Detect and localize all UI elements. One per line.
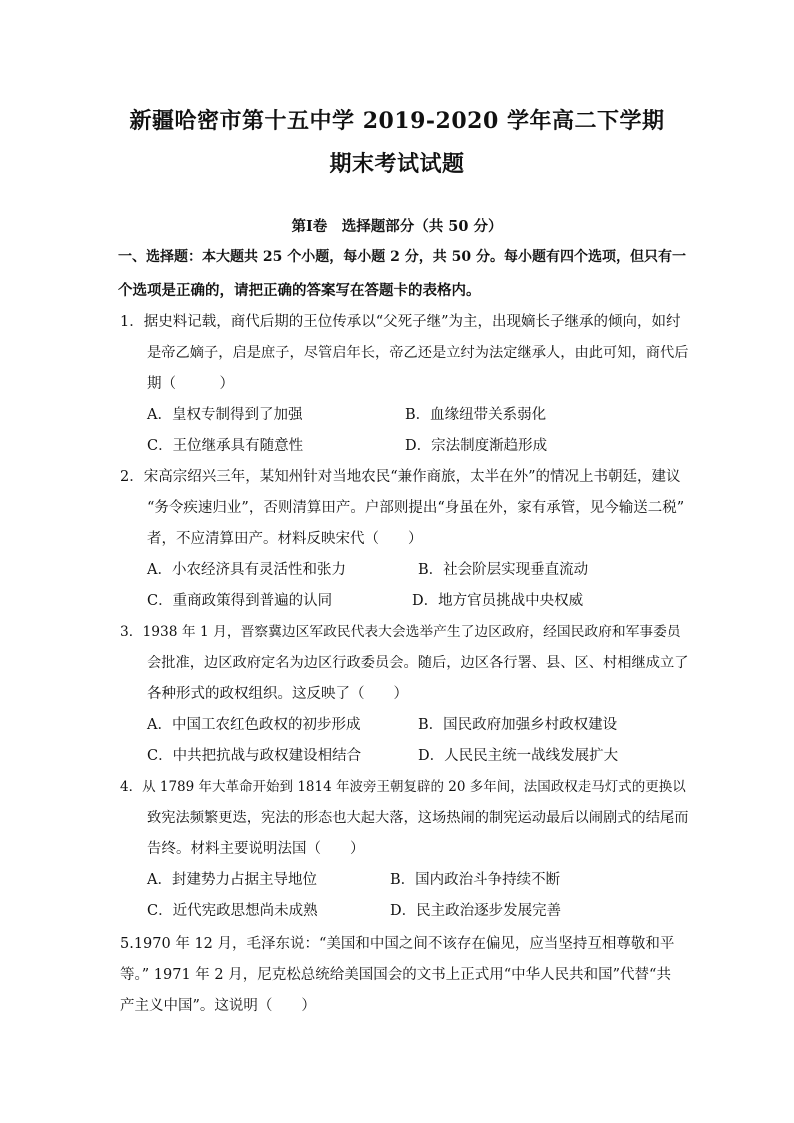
question-1-option-d: D．宗法制度渐趋形成 — [405, 438, 548, 454]
question-3-option-b: B．国民政府加强乡村政权建设 — [418, 717, 618, 733]
question-3-option-a: A．中国工农红色政权的初步形成 — [147, 717, 361, 733]
question-5-line1: 5.1970 年 12 月，毛泽东说：“美国和中国之间不该存在偏见，应当坚持互相尊敬和平 — [120, 936, 675, 952]
question-4-line3: 告终。材料主要说明法国（ ） — [147, 841, 365, 857]
question-3-option-c: C．中共把抗战与政权建设相结合 — [147, 748, 362, 764]
question-3-line2: 会批准，边区政府定名为边区行政委员会。随后，边区各行署、县、区、村相继成立了 — [147, 655, 689, 671]
question-5-line2: 等。” 1971 年 2 月，尼克松总统给美国国会的文书上正式用“中华人民共和国”代替“共 — [120, 967, 671, 983]
question-1-option-a: A．皇权专制得到了加强 — [147, 407, 303, 423]
question-4-line2: 致宪法频繁更迭，宪法的形态也大起大落，这场热闹的制宪运动最后以闹剧式的结尾而 — [147, 810, 689, 826]
section-title: 第Ⅰ卷 选择题部分（共 50 分） — [291, 218, 503, 235]
question-1-option-c: C．王位继承具有随意性 — [147, 438, 304, 454]
question-4-option-b: B．国内政治斗争持续不断 — [390, 872, 561, 888]
question-2-option-d: D．地方官员挑战中央权威 — [412, 593, 584, 609]
exam-title-line1: 新疆哈密市第十五中学 2019-2020 学年高二下学期 — [129, 108, 665, 134]
question-1-line2: 是帝乙嫡子，启是庶子，尽管启年长，帝乙还是立纣为法定继承人，由此可知，商代后 — [147, 345, 689, 361]
question-1-line1: 1．据史料记载，商代后期的王位传承以“父死子继”为主，出现嫡长子继承的倾向，如纣 — [120, 314, 681, 330]
instructions-line1: 一、选择题：本大题共 25 个小题，每小题 2 分，共 50 分。每小题有四个选项，但只有一 — [118, 249, 686, 265]
instructions-line2: 个选项是正确的，请把正确的答案写在答题卡的表格内。 — [118, 282, 481, 299]
question-1-option-b: B．血缘纽带关系弱化 — [405, 407, 547, 423]
exam-title-line2: 期末考试试题 — [329, 151, 465, 177]
question-2-option-b: B．社会阶层实现垂直流动 — [418, 562, 589, 578]
question-3-line3: 各种形式的政权组织。这反映了（ ） — [147, 686, 408, 702]
question-2-line2: “务令疾速归业”，否则清算田产。户部则提出“身虽在外，家有承管，见今输送二税” — [147, 500, 685, 516]
question-2-option-a: A．小农经济具有灵活性和张力 — [147, 562, 346, 578]
question-4-option-c: C．近代宪政思想尚未成熟 — [147, 903, 318, 919]
question-3-option-d: D．人民民主统一战线发展扩大 — [418, 748, 619, 764]
question-1-line3: 期（ ） — [147, 376, 234, 392]
question-5-line3: 产主义中国”。这说明（ ） — [120, 998, 316, 1014]
question-2-line3: 者，不应清算田产。材料反映宋代（ ） — [147, 531, 423, 547]
question-2-option-c: C．重商政策得到普遍的认同 — [147, 593, 333, 609]
question-4-line1: 4．从 1789 年大革命开始到 1814 年波旁王朝复辟的 20 多年间，法国政权走马灯式的更换以 — [120, 779, 686, 795]
question-4-option-a: A．封建势力占据主导地位 — [147, 872, 317, 888]
question-4-option-d: D．民主政治逐步发展完善 — [390, 903, 562, 919]
question-3-line1: 3．1938 年 1 月，晋察冀边区军政民代表大会选举产生了边区政府，经国民政府和军事委员 — [120, 624, 681, 640]
question-2-line1: 2．宋高宗绍兴三年，某知州针对当地农民“兼作商旅，太半在外”的情况上书朝廷，建议 — [120, 469, 681, 485]
